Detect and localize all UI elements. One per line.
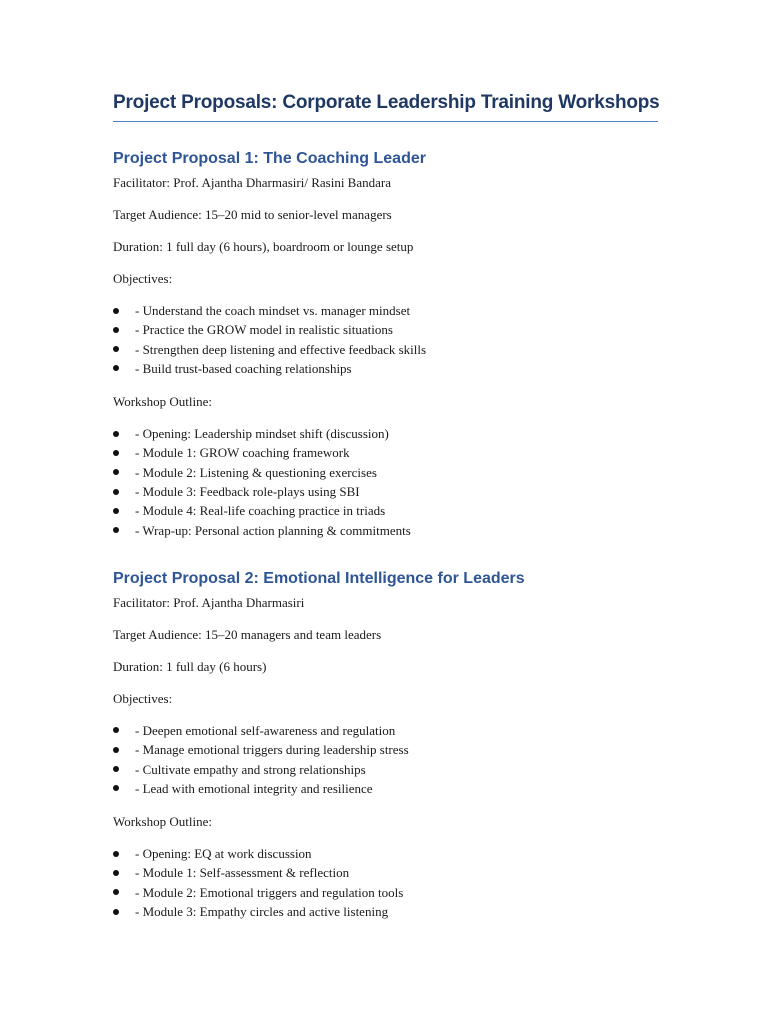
bullet-icon [113,870,119,876]
objectives-label: Objectives: [113,271,173,286]
list-item-text: - Module 2: Emotional triggers and regulation tools [135,884,404,900]
list-item [113,779,658,798]
list-item-text: - Module 3: Feedback role-plays using SBI [135,484,360,500]
list-item [113,863,658,882]
target-audience-line: Target Audience: 15–20 mid to senior-level managers [113,207,392,222]
list-item-text: - Module 1: Self-assessment & reflection [135,865,350,881]
bullet-icon [113,766,119,772]
list-item-text: - Wrap-up: Personal action planning & commitments [135,522,411,538]
list-item-text: - Module 2: Listening & questioning exercises [135,464,377,480]
bullet-icon [113,727,119,733]
objectives-list [113,721,658,798]
list-item [113,501,658,520]
workshop-outline-label: Workshop Outline: [113,394,212,410]
duration-line: Duration: 1 full day (6 hours) [113,658,267,674]
bullet-icon [113,450,119,456]
bullet-icon [113,909,119,915]
bullet-icon [113,851,119,857]
list-item-text: - Understand the coach mindset vs. manager mindset [135,303,411,318]
facilitator-line: Facilitator: Prof. Ajantha Dharmasiri/ Rasini Bandara [113,175,391,190]
list-item [113,340,658,359]
list-item-text: - Build trust-based coaching relationships [135,360,352,376]
target-audience-line: Target Audience: 15–20 managers and team leaders [113,626,382,642]
bullet-icon [113,747,119,753]
bullet-icon [113,489,119,495]
list-item [113,902,658,921]
workshop-outline-list [113,424,658,540]
list-item [113,482,658,501]
list-item-text: - Cultivate empathy and strong relationships [135,761,366,777]
list-item [113,721,658,740]
bullet-icon [113,431,119,437]
bullet-icon [113,365,119,371]
list-item [113,359,658,378]
bullet-icon [113,889,119,895]
list-item [113,844,658,863]
proposal-title: Project Proposal 1: The Coaching Leader [113,150,426,167]
list-item-text: - Lead with emotional integrity and resilience [135,780,373,796]
list-item [113,883,658,902]
list-item [113,521,658,540]
proposal-section-1 [113,150,658,540]
list-item [113,463,658,482]
list-item-text: - Practice the GROW model in realistic situations [135,322,393,338]
bullet-icon [113,785,119,791]
objectives-list [113,301,658,378]
list-item-text: - Opening: Leadership mindset shift (discussion) [135,426,389,442]
list-item-text: - Module 3: Empathy circles and active listening [135,904,389,920]
bullet-icon [113,527,119,533]
workshop-outline-label: Workshop Outline: [113,814,212,830]
list-item [113,424,658,443]
list-item [113,740,658,759]
bullet-icon [113,308,119,314]
list-item-text: - Deepen emotional self-awareness and regulation [135,722,396,738]
list-item [113,320,658,339]
list-item-text: - Strengthen deep listening and effective feedback skills [135,341,427,357]
proposal-section-2 [113,570,658,921]
list-item-text: - Module 1: GROW coaching framework [135,445,350,461]
bullet-icon [113,469,119,475]
document-title: Project Proposals: Corporate Leadership Training Workshops [113,92,658,122]
list-item-text: - Module 4: Real-life coaching practice in triads [135,503,386,519]
bullet-icon [113,327,119,333]
proposal-title: Project Proposal 2: Emotional Intelligence for Leaders [113,569,525,587]
facilitator-line: Facilitator: Prof. Ajantha Dharmasiri [113,594,305,610]
objectives-label: Objectives: [113,690,173,706]
workshop-outline-list [113,844,658,921]
duration-line: Duration: 1 full day (6 hours), boardroom or lounge setup [113,239,414,254]
bullet-icon [113,346,119,352]
list-item [113,301,658,320]
list-item [113,760,658,779]
list-item-text: - Manage emotional triggers during leadership stress [135,742,409,758]
document-body [113,92,658,921]
list-item-text: - Opening: EQ at work discussion [135,846,312,862]
bullet-icon [113,508,119,514]
list-item [113,443,658,462]
